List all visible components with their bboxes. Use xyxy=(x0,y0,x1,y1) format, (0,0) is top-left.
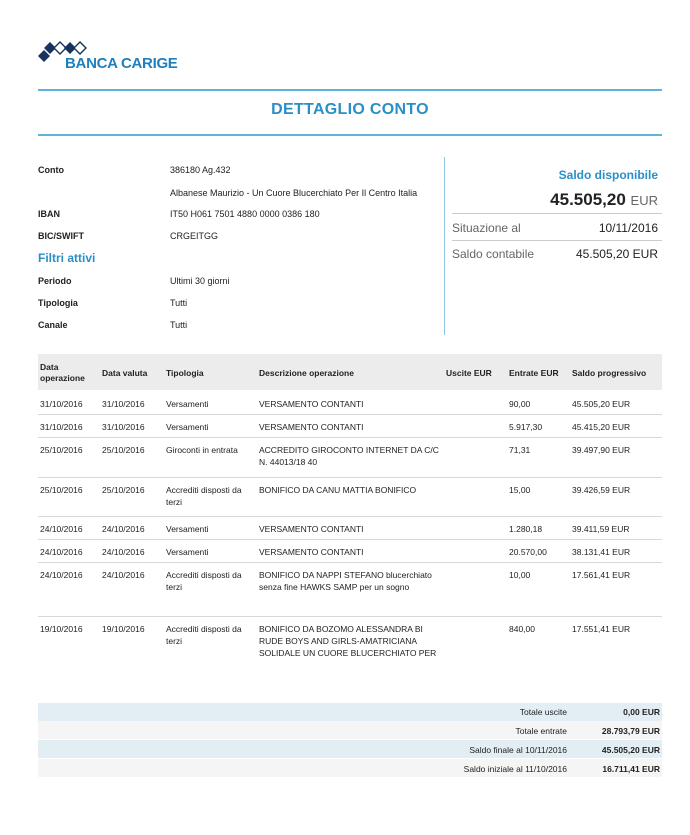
balance-separator-1 xyxy=(452,213,662,214)
row-6-descrizione: BONIFICO DA NAPPI STEFANO blucerchiato senza fine HAWKS SAMP per un sogno xyxy=(259,570,432,592)
row-7-data-valuta: 19/10/2016 xyxy=(102,624,145,634)
col-uscite: Uscite EUR xyxy=(446,368,492,378)
row-7-saldo: 17.551,41 EUR xyxy=(572,624,631,634)
conto-label: Conto xyxy=(38,165,64,175)
periodo-value: Ultimi 30 giorni xyxy=(170,276,230,286)
canale-label: Canale xyxy=(38,320,68,330)
iban-value: IT50 H061 7501 4880 0000 0386 180 xyxy=(170,209,320,219)
row-5-data-operazione: 24/10/2016 xyxy=(40,547,83,557)
row-divider xyxy=(38,562,662,563)
row-6-data-valuta: 24/10/2016 xyxy=(102,570,145,580)
header-rule-bottom xyxy=(38,134,662,136)
saldo-currency: EUR xyxy=(630,193,658,208)
col-descrizione: Descrizione operazione xyxy=(259,368,354,378)
row-7-descrizione: BONIFICO DA BOZOMO ALESSANDRA BI RUDE BOYS AND GIRLS-AMATRICIANA SOLIDALE UN CUORE BLUCERCHIATO PER xyxy=(259,624,437,658)
row-0-data-valuta: 31/10/2016 xyxy=(102,399,145,409)
saldo-finale-value: 45.505,20 EUR xyxy=(601,745,660,755)
row-1-data-valuta: 31/10/2016 xyxy=(102,422,145,432)
row-0-entrate: 90,00 xyxy=(509,399,531,409)
situazione-date: 10/11/2016 xyxy=(598,221,658,235)
saldo-iniziale-value: 16.711,41 EUR xyxy=(602,764,660,774)
row-0-descrizione: VERSAMENTO CONTANTI xyxy=(259,399,364,409)
row-2-descrizione: ACCREDITO GIROCONTO INTERNET DA C/C N. 44013/18 40 xyxy=(259,445,439,467)
row-4-saldo: 39.411,59 EUR xyxy=(572,524,630,534)
saldo-disponibile-value xyxy=(550,190,658,210)
iban-label: IBAN xyxy=(38,209,60,219)
balance-divider xyxy=(444,157,445,335)
page-title: DETTAGLIO CONTO xyxy=(271,101,429,118)
row-5-entrate: 20.570,00 xyxy=(509,547,547,557)
row-1-data-operazione: 31/10/2016 xyxy=(40,422,83,432)
tipologia-label: Tipologia xyxy=(38,298,78,308)
situazione-label: Situazione al xyxy=(452,221,521,235)
saldo-iniziale-label: Saldo iniziale al 11/10/2016 xyxy=(463,764,567,774)
row-3-descrizione: BONIFICO DA CANU MATTIA BONIFICO xyxy=(259,485,417,495)
row-4-data-operazione: 24/10/2016 xyxy=(40,524,83,534)
col-tipologia: Tipologia xyxy=(166,368,204,378)
row-5-descrizione: VERSAMENTO CONTANTI xyxy=(259,547,364,557)
row-4-tipologia: Versamenti xyxy=(166,524,209,534)
row-1-tipologia: Versamenti xyxy=(166,422,209,432)
account-holder: Albanese Maurizio - Un Cuore Blucerchiato Per Il Centro Italia xyxy=(170,188,418,198)
row-2-data-operazione: 25/10/2016 xyxy=(40,445,83,455)
row-4-data-valuta: 24/10/2016 xyxy=(102,524,145,534)
totale-uscite-value: 0,00 EUR xyxy=(623,707,660,717)
saldo-disponibile-label: Saldo disponibile xyxy=(558,168,658,182)
bic-label: BIC/SWIFT xyxy=(38,231,84,241)
row-7-data-operazione: 19/10/2016 xyxy=(40,624,83,634)
row-divider xyxy=(38,414,662,415)
row-2-entrate: 71,31 xyxy=(509,445,531,455)
row-6-tipologia: Accrediti disposti da terzi xyxy=(166,570,242,592)
totals-band-1 xyxy=(38,703,662,721)
conto-value: 386180 Ag.432 xyxy=(170,165,231,175)
row-6-entrate: 10,00 xyxy=(509,570,531,580)
row-5-data-valuta: 24/10/2016 xyxy=(102,547,145,557)
row-1-saldo: 45.415,20 EUR xyxy=(572,422,631,432)
col-data-valuta: Data valuta xyxy=(102,368,148,378)
col-saldo: Saldo progressivo xyxy=(572,368,647,378)
row-7-tipologia: Accrediti disposti da terzi xyxy=(166,624,242,646)
tipologia-value: Tutti xyxy=(170,298,188,308)
saldo-amount: 45.505,20 xyxy=(550,190,626,209)
row-2-tipologia: Giroconti in entrata xyxy=(166,445,238,455)
row-0-data-operazione: 31/10/2016 xyxy=(40,399,83,409)
row-3-saldo: 39.426,59 EUR xyxy=(572,485,631,495)
totals-band-3 xyxy=(38,740,662,758)
bic-value: CRGEITGG xyxy=(170,231,219,241)
row-7-entrate: 840,00 xyxy=(509,624,535,634)
header-rule-top xyxy=(38,89,662,91)
row-1-descrizione: VERSAMENTO CONTANTI xyxy=(259,422,364,432)
col-entrate: Entrate EUR xyxy=(509,368,559,378)
row-6-data-operazione: 24/10/2016 xyxy=(40,570,83,580)
row-3-data-valuta: 25/10/2016 xyxy=(102,485,145,495)
row-divider xyxy=(38,516,662,517)
row-2-data-valuta: 25/10/2016 xyxy=(102,445,145,455)
col-data-operazione: Data operazione xyxy=(40,362,85,383)
totals-band-4 xyxy=(38,759,662,777)
row-0-tipologia: Versamenti xyxy=(166,399,209,409)
row-3-entrate: 15,00 xyxy=(509,485,531,495)
row-divider xyxy=(38,539,662,540)
row-5-saldo: 38.131,41 EUR xyxy=(572,547,631,557)
row-5-tipologia: Versamenti xyxy=(166,547,209,557)
row-4-entrate: 1.280,18 xyxy=(509,524,543,534)
contabile-value: 45.505,20 EUR xyxy=(575,247,658,261)
row-divider xyxy=(38,477,662,478)
row-divider xyxy=(38,616,662,617)
canale-value: Tutti xyxy=(170,320,188,330)
filters-title: Filtri attivi xyxy=(38,251,96,265)
totale-uscite-label: Totale uscite xyxy=(519,707,567,717)
row-6-saldo: 17.561,41 EUR xyxy=(572,570,631,580)
row-3-tipologia: Accrediti disposti da terzi xyxy=(166,485,242,507)
bank-name: BANCA CARIGE xyxy=(65,55,178,72)
row-divider xyxy=(38,437,662,438)
totals-band-2 xyxy=(38,721,662,739)
row-0-saldo: 45.505,20 EUR xyxy=(572,399,631,409)
row-1-entrate: 5.917,30 xyxy=(509,422,543,432)
totale-entrate-value: 28.793,79 EUR xyxy=(601,726,660,736)
totale-entrate-label: Totale entrate xyxy=(515,726,567,736)
periodo-label: Periodo xyxy=(38,276,72,286)
contabile-label: Saldo contabile xyxy=(452,247,535,261)
row-3-data-operazione: 25/10/2016 xyxy=(40,485,83,495)
saldo-finale-label: Saldo finale al 10/11/2016 xyxy=(469,745,567,755)
row-4-descrizione: VERSAMENTO CONTANTI xyxy=(259,524,364,534)
balance-separator-2 xyxy=(452,240,662,241)
row-2-saldo: 39.497,90 EUR xyxy=(572,445,631,455)
